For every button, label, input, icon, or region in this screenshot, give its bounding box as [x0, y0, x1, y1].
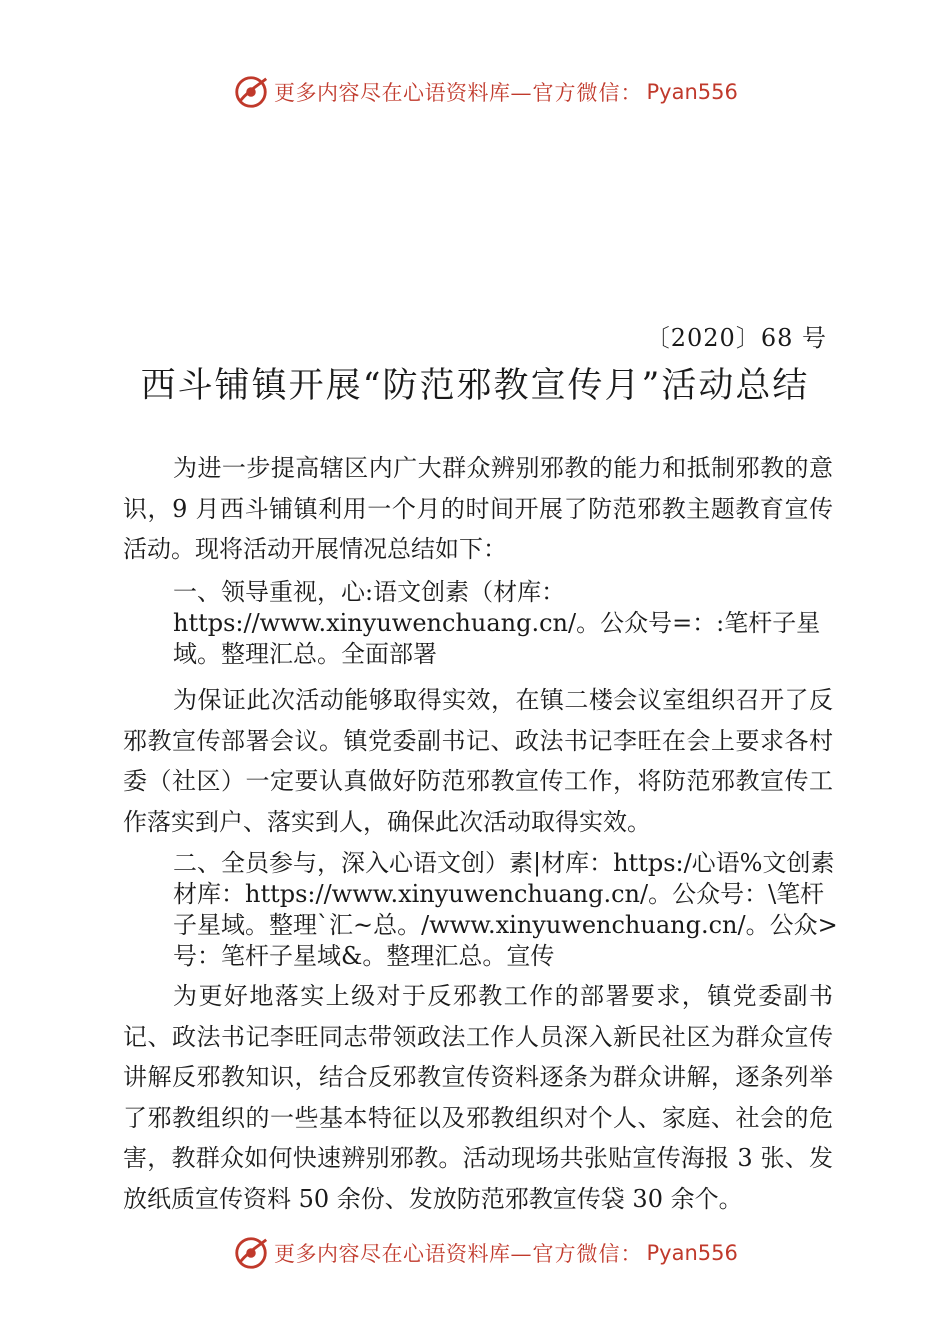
- section-heading-2: 二、全员参与，深入心语文创）素|材库：https:/心语%文创素材库：https://www.xinyuwenchuang.cn/。公众号：\笔杆子星域。整理`汇~总。/www.xinyuwenchuang.cn/。公众>号：笔杆子星域&。整理汇总。宣传: [173, 849, 838, 970]
- banner-wechat-id: Pyan556: [646, 1241, 738, 1265]
- section-heading-1: 一、领导重视，心:语文创素（材库：https://www.xinyuwenchuang.cn/。公众号=：:笔杆子星域。整理汇总。全面部署: [173, 578, 821, 668]
- document-title: 西斗铺镇开展“防范邪教宣传月”活动总结: [140, 366, 810, 406]
- document-number: 〔2020〕68 号: [645, 324, 827, 352]
- swirl-logo-icon: [232, 1234, 270, 1272]
- section-1-paragraph: 为保证此次活动能够取得实效，在镇二楼会议室组织召开了反邪教宣传部署会议。镇党委副书记、政法书记李旺在会上要求各村委（社区）一定要认真做好防范邪教宣传工作，将防范邪教宣传工作落实到户、落实到人，确保此次活动取得实效。: [123, 686, 833, 836]
- banner-brand-text: 更多内容尽在心语资料库: [274, 1242, 511, 1266]
- banner-wechat-id: Pyan556: [646, 80, 738, 104]
- footer-watermark-banner: [232, 1233, 738, 1273]
- header-watermark-banner: [232, 72, 738, 112]
- banner-contact-text: —官方微信：: [510, 81, 643, 105]
- swirl-logo-icon: [232, 73, 270, 111]
- section-2-paragraph: 为更好地落实上级对于反邪教工作的部署要求，镇党委副书记、政法书记李旺同志带领政法工作人员深入新民社区为群众宣传讲解反邪教知识，结合反邪教宣传资料逐条为群众讲解，逐条列举了邪教组织的一些基本特征以及邪教组织对个人、家庭、社会的危害，教群众如何快速辨别邪教。活动现场共张贴宣传海报 3 张、发放纸质宣传资料 50 余份、发放防范邪教宣传袋 30 余个。: [123, 982, 833, 1213]
- intro-paragraph: 为进一步提高辖区内广大群众辨别邪教的能力和抵制邪教的意识，9 月西斗铺镇利用一个月的时间开展了防范邪教主题教育宣传活动。现将活动开展情况总结如下：: [123, 454, 833, 563]
- banner-contact-text: —官方微信：: [510, 1242, 643, 1266]
- banner-brand-text: 更多内容尽在心语资料库: [274, 81, 511, 105]
